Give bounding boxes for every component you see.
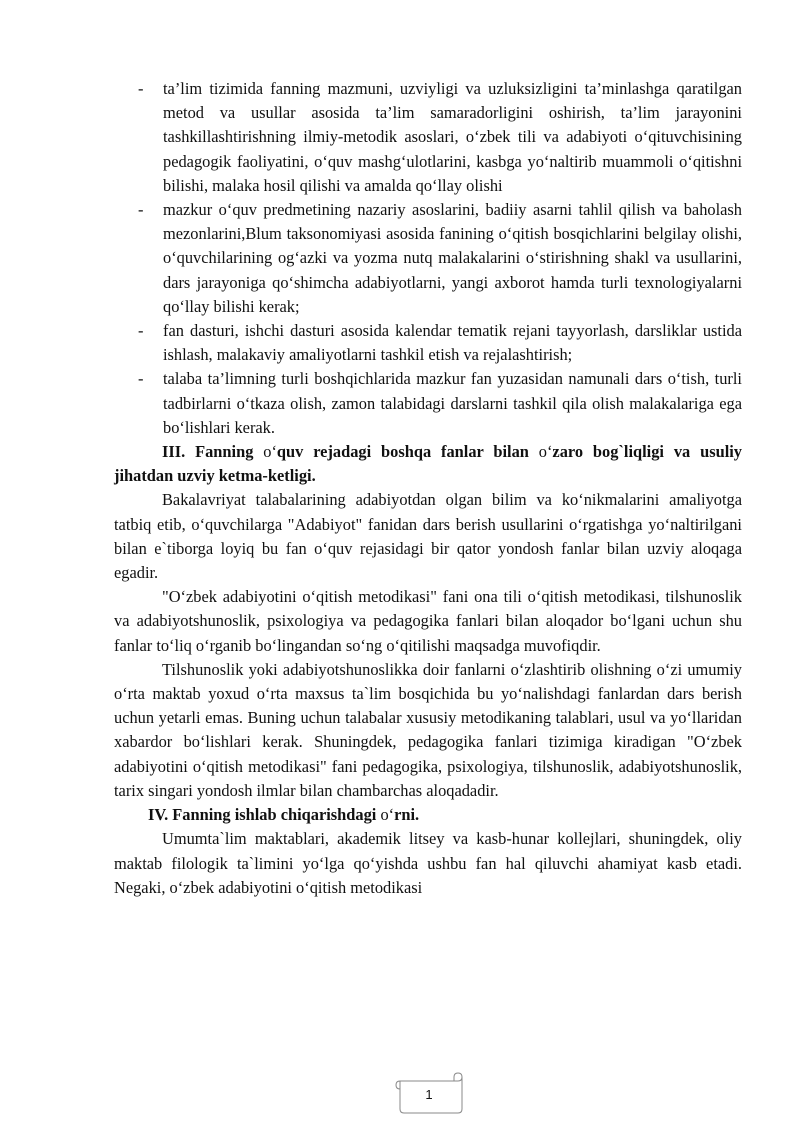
section-heading-iii	[114, 440, 742, 488]
list-item	[114, 319, 742, 367]
list-item	[114, 198, 742, 319]
list-item	[114, 367, 742, 440]
list-item-text: ta’lim tizimida fanning mazmuni, uzviyligi va uzluksizligini ta’minlashga qaratilgan metod va usullar asosida ta’lim samaradorligini oshirish, ta’lim jarayonini tashkillashtirishning ilmiy-metodik asoslari, o‘zbek tili va adabiyoti o‘qituvchisining pedagogik faoliyatini, o‘quv mashg‘ulotlarini, kasbga yo‘naltirib muammoli o‘qitishni bilishi, malaka hosil qilishi va amalda qo‘llay olishi	[163, 79, 742, 195]
page-footer	[392, 1065, 466, 1115]
list-item	[114, 77, 742, 198]
list-item-text: mazkur o‘quv predmetining nazariy asoslarini, badiiy asarni tahlil qilish va baholash mezonlarini,Blum taksonomiyasi asosida fanining o‘qitish bosqichlarini belgilay olishi, o‘quvchilarining og‘azki va yozma nutq malakalarini o‘stirishning shakl va usullarini, dars jarayoniga qo‘shimcha adabiyotlarni, yangi axborot hamda turli texnologiyalarni qo‘llay bilishi kerak;	[163, 200, 742, 316]
heading-part: III. Fanning	[162, 442, 264, 462]
heading-part: o‘	[263, 442, 277, 462]
section-heading-iv	[114, 803, 742, 827]
heading-part: o‘	[380, 805, 395, 825]
page-content	[114, 77, 742, 900]
heading-part: zaro bog`liqligi va usuliy jihatdan uzviy ketma-ketligi.	[114, 442, 742, 486]
list-item-text: talaba ta’limning turli boshqichlarida mazkur fan yuzasidan namunali dars o‘tish, turli tadbirlarni o‘tkaza olish, zamon talabidagi darslarni tashkil qila olish malakalariga ega bo‘lishlari kerak.	[163, 369, 742, 437]
body-paragraph: "O‘zbek adabiyotini o‘qitish metodikasi" fani ona tili o‘qitish metodikasi, tilshunoslik va adabiyotshunoslik, psixologiya va pedagogika fanlari bilan aloqador bo‘lgani uchun shu fanlar to‘liq o‘rganib bo‘lingandan so‘ng o‘qitilishi maqsadga muvofiqdir.	[114, 587, 742, 655]
bullet-marker: -	[138, 321, 144, 341]
bullet-marker: -	[138, 79, 144, 98]
heading-part: IV. Fanning ishlab chiqarishdagi	[148, 805, 381, 825]
body-paragraph: Umumta`lim maktablari, akademik litsey va kasb-hunar kollejlari, shuningdek, oliy maktab filologik ta`limini yo‘lga qo‘yishda ushbu fan hal qiluvchi ahamiyat kasb etadi. Negaki, o‘zbek adabiyotini o‘qitish metodikasi	[114, 829, 742, 897]
heading-part: o‘	[538, 442, 553, 462]
page-number: 1	[425, 1087, 433, 1102]
list-item-text: fan dasturi, ishchi dasturi asosida kalendar tematik rejani tayyorlash, darsliklar ustida ishlash, malakaviy amaliyotlarni tashkil etish va rejalashtirish;	[163, 321, 742, 365]
bullet-marker: -	[138, 369, 144, 389]
body-paragraph: Tilshunoslik yoki adabiyotshunoslikka doir fanlarni o‘zlashtirib olishning o‘zi umumiy o‘rta maktab yoxud o‘rta maxsus ta`lim bosqichida bu yo‘nalishdagi fanlardan dars berish uchun yetarli emas. Buning uchun talabalar xususiy metodikaning talablari, usul va yo‘llaridan xabardor bo‘lishlari kerak. Shuningdek, pedagogika fanlari tizimiga kiradigan "O‘zbek adabiyotini o‘qitish metodikasi" fani pedagogika, psixologiya, tilshunoslik, adabiyotshunoslik, tarix singari yondosh ilmlar bilan chambarchas aloqadadir.	[114, 659, 742, 800]
bullet-marker: -	[138, 200, 144, 220]
heading-part: quv rejadagi boshqa fanlar bilan	[276, 442, 539, 462]
body-paragraph: Bakalavriyat talabalarining adabiyotdan olgan bilim va ko‘nikmalarini amaliyotga tatbiq etib, o‘quvchilarga "Adabiyot" fanidan dars berish usullarini o‘rgatishga yo‘naltirilgani bilan e`tiborga loyiq bu fan o‘quv rejasidagi bir qator yondosh fanlar bilan uzviy aloqaga egadir.	[114, 490, 742, 583]
heading-part: rni.	[394, 805, 420, 825]
requirements-list	[114, 77, 742, 440]
